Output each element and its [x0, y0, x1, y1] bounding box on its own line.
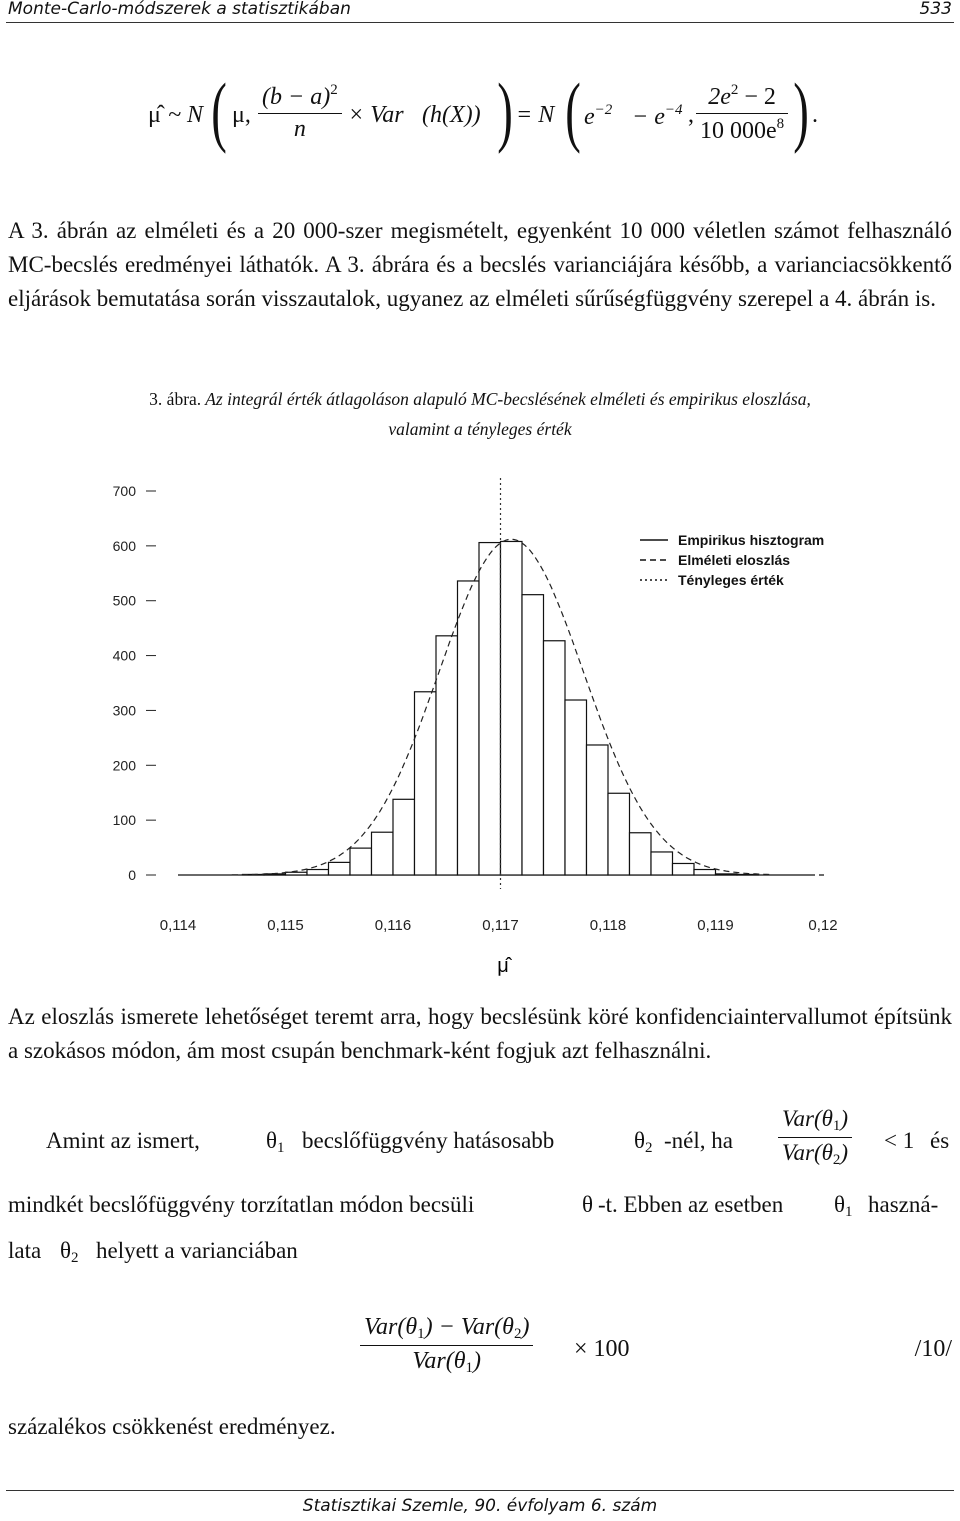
histogram-bar [716, 874, 738, 875]
ratio-num-sub: 1 [832, 1118, 841, 1134]
formula-10 [360, 1314, 960, 1394]
theta-1 [266, 1128, 285, 1157]
times-100: × 100 [574, 1336, 630, 1362]
p3-text-1: Amint az ismert, [46, 1128, 200, 1153]
f10-num-c: ) [521, 1314, 530, 1340]
f10-den-sub: 1 [465, 1360, 474, 1376]
mu-hat: μ̂ [148, 102, 161, 128]
histogram-bar [286, 872, 308, 875]
minus-e: − e [632, 104, 665, 130]
ratio-den-close: ) [840, 1140, 849, 1165]
histogram-bar [608, 793, 630, 875]
y-axis [113, 483, 156, 883]
footer-rule [6, 1490, 954, 1491]
x-tick-label: 0,118 [589, 917, 627, 934]
y-tick-label: 700 [112, 483, 136, 499]
theta-1b-sub: 1 [845, 1204, 853, 1220]
histogram-bar [458, 581, 480, 875]
eq-n: = N [516, 102, 555, 128]
theta-2b-sub: 2 [71, 1250, 79, 1266]
histogram-bar [565, 700, 587, 875]
paragraph-2: Az eloszlás ismerete lehetőséget teremt arra, hogy becslésünk köré konfidenciaintervallumot építsünk a szokásos módon, ám most csupán benchmark-ként fogjuk azt felhasználni. [8, 1004, 952, 1063]
histogram-bar [673, 863, 695, 875]
x-axis [160, 917, 838, 934]
page-number: 533 [919, 0, 952, 19]
histogram-bar [350, 848, 372, 875]
y-tick-label: 0 [128, 867, 136, 883]
f10-num-a-sub: 1 [417, 1326, 425, 1342]
histogram-bars [178, 541, 828, 875]
histogram-bar [501, 541, 523, 875]
histogram-bar [522, 595, 544, 875]
theta-2 [634, 1128, 653, 1157]
x-tick-label: 0,115 [267, 917, 304, 934]
frac-den: n [293, 116, 306, 142]
ratio-num: Var(θ [782, 1106, 833, 1131]
theta-1b [834, 1192, 853, 1221]
histogram-bar [651, 852, 673, 875]
theta-2-sub: 2 [645, 1140, 653, 1156]
paragraph-5 [8, 1238, 952, 1272]
exp-e2 [632, 102, 682, 131]
mu: μ, [232, 102, 251, 128]
x-tick-label: 0,119 [697, 917, 734, 934]
theta: θ [582, 1192, 594, 1217]
theta-1b-glyph: θ [834, 1192, 846, 1217]
p4-text-2: -t. Ebben az esetben [598, 1192, 784, 1217]
y-tick-label: 600 [112, 537, 136, 554]
paragraph-4 [8, 1192, 952, 1226]
fraction-b-a-over-n [258, 82, 342, 143]
p3-text-es: és [930, 1128, 950, 1153]
x-axis-label: μ̂ [497, 955, 509, 977]
f10-num-a: Var(θ [364, 1314, 418, 1340]
theta-1-glyph: θ [266, 1128, 278, 1153]
theta-2b [60, 1238, 79, 1267]
histogram-chart [0, 470, 960, 990]
frac2-num-tail: − 2 [738, 84, 776, 110]
fraction-variance [696, 82, 788, 145]
times-var: × Var [348, 102, 404, 128]
less-than-one: < 1 [884, 1128, 915, 1153]
histogram-bar [587, 745, 609, 875]
frac2-den: 10 000e [700, 118, 777, 144]
frac-num-sup: 2 [330, 82, 338, 98]
reduction-fraction [360, 1314, 533, 1377]
paragraph-end: százalékos csökkenést eredményez. [8, 1414, 336, 1439]
big-paren-close-2: ) [793, 67, 809, 154]
histogram-bar [737, 874, 759, 875]
frac2-num-sup: 2 [730, 82, 739, 98]
histogram-bar [307, 870, 329, 875]
caption-line-2: valamint a tényleges érték [388, 419, 572, 439]
y-tick-label: 300 [112, 702, 136, 719]
legend-label: Empirikus hisztogram [678, 532, 825, 548]
caption-label: 3. ábra. [149, 389, 202, 409]
exp-e1 [584, 102, 612, 131]
e1-sup: −2 [594, 102, 613, 118]
x-tick-label: 0,116 [374, 917, 412, 934]
var-ratio-fraction [778, 1106, 852, 1169]
ratio-den-sub: 2 [832, 1152, 841, 1168]
histogram-bar [415, 692, 437, 875]
histogram-bar [544, 641, 566, 875]
tilde-n: ~ N [168, 102, 203, 128]
p4-text-1: mindkét becslőfüggvény torzítatlan módon becsüli [8, 1192, 475, 1217]
histogram-bar [329, 862, 351, 875]
x-tick-label: 0,114 [159, 917, 197, 934]
p4-text-3: haszná- [868, 1192, 939, 1217]
ratio-num-close: ) [840, 1106, 849, 1131]
p3-text-2: becslőfüggvény hatásosabb [302, 1128, 555, 1153]
y-tick-label: 500 [112, 592, 136, 609]
big-paren-open: ( [211, 67, 227, 154]
legend-label: Elméleti eloszlás [678, 552, 791, 568]
legend [640, 532, 824, 588]
theta-2b-glyph: θ [60, 1238, 72, 1263]
period: . [812, 102, 818, 128]
f10-den: Var(θ [412, 1348, 466, 1374]
paragraph-3 [8, 1106, 952, 1182]
f10-den-c: ) [473, 1348, 482, 1374]
p5-text-2: helyett a varianciában [96, 1238, 298, 1263]
f10-num-b: ) − Var(θ [424, 1314, 514, 1340]
frac2-den-sup: 8 [776, 116, 785, 132]
theta-1-sub: 1 [277, 1140, 285, 1156]
figure-caption [0, 384, 960, 444]
histogram-bar [393, 799, 415, 875]
x-tick-label: 0,117 [482, 917, 519, 934]
x-tick-label: 0,12 [808, 917, 838, 934]
header-rule [6, 22, 954, 23]
histogram-bar [630, 833, 652, 875]
y-tick-label: 400 [112, 647, 136, 664]
equation-number: /10/ [914, 1336, 952, 1362]
big-paren-close: ) [497, 67, 513, 154]
running-title: Monte-Carlo-módszerek a statisztikában [8, 0, 351, 19]
h-of-x: (h(X)) [422, 102, 481, 128]
frac2-num: 2e [708, 84, 731, 110]
theta-2-glyph: θ [634, 1128, 646, 1153]
y-tick-label: 100 [112, 812, 136, 829]
histogram-bar [372, 832, 394, 875]
ratio-den: Var(θ [782, 1140, 833, 1165]
caption-line-1: Az integrál érték átlagoláson alapuló MC-becslésének elméleti és empirikus eloszlása, [205, 389, 811, 409]
legend-label: Tényleges érték [678, 572, 784, 588]
frac-num: (b − a) [262, 84, 331, 110]
big-paren-open-2: ( [565, 67, 581, 154]
p5-text-1: lata [8, 1238, 42, 1263]
p3-text-3: -nél, ha [664, 1128, 733, 1153]
comma: , [688, 102, 694, 128]
histogram-bar [694, 870, 716, 875]
y-tick-label: 200 [112, 757, 136, 774]
e1: e [584, 104, 595, 130]
paragraph-1: A 3. ábrán az elméleti és a 20 000-szer megismételt, egyenként 10 000 véletlen számot felhasználó MC-becslés eredményei láthatók. A 3. ábrára és a becslés varianciájára később, a varianciacsökkentő eljárások bemutatása során visszautalok, ugyanez az elméleti sűrűségfüggvény szerepel a 4. ábrán is. [8, 218, 952, 311]
running-header [0, 0, 960, 20]
e2-sup: −4 [664, 102, 683, 118]
footer: Statisztikai Szemle, 90. évfolyam 6. szám [302, 1496, 658, 1516]
f10-num-b-sub: 2 [513, 1326, 522, 1342]
histogram-bar [479, 543, 501, 875]
formula-distribution [148, 67, 828, 162]
